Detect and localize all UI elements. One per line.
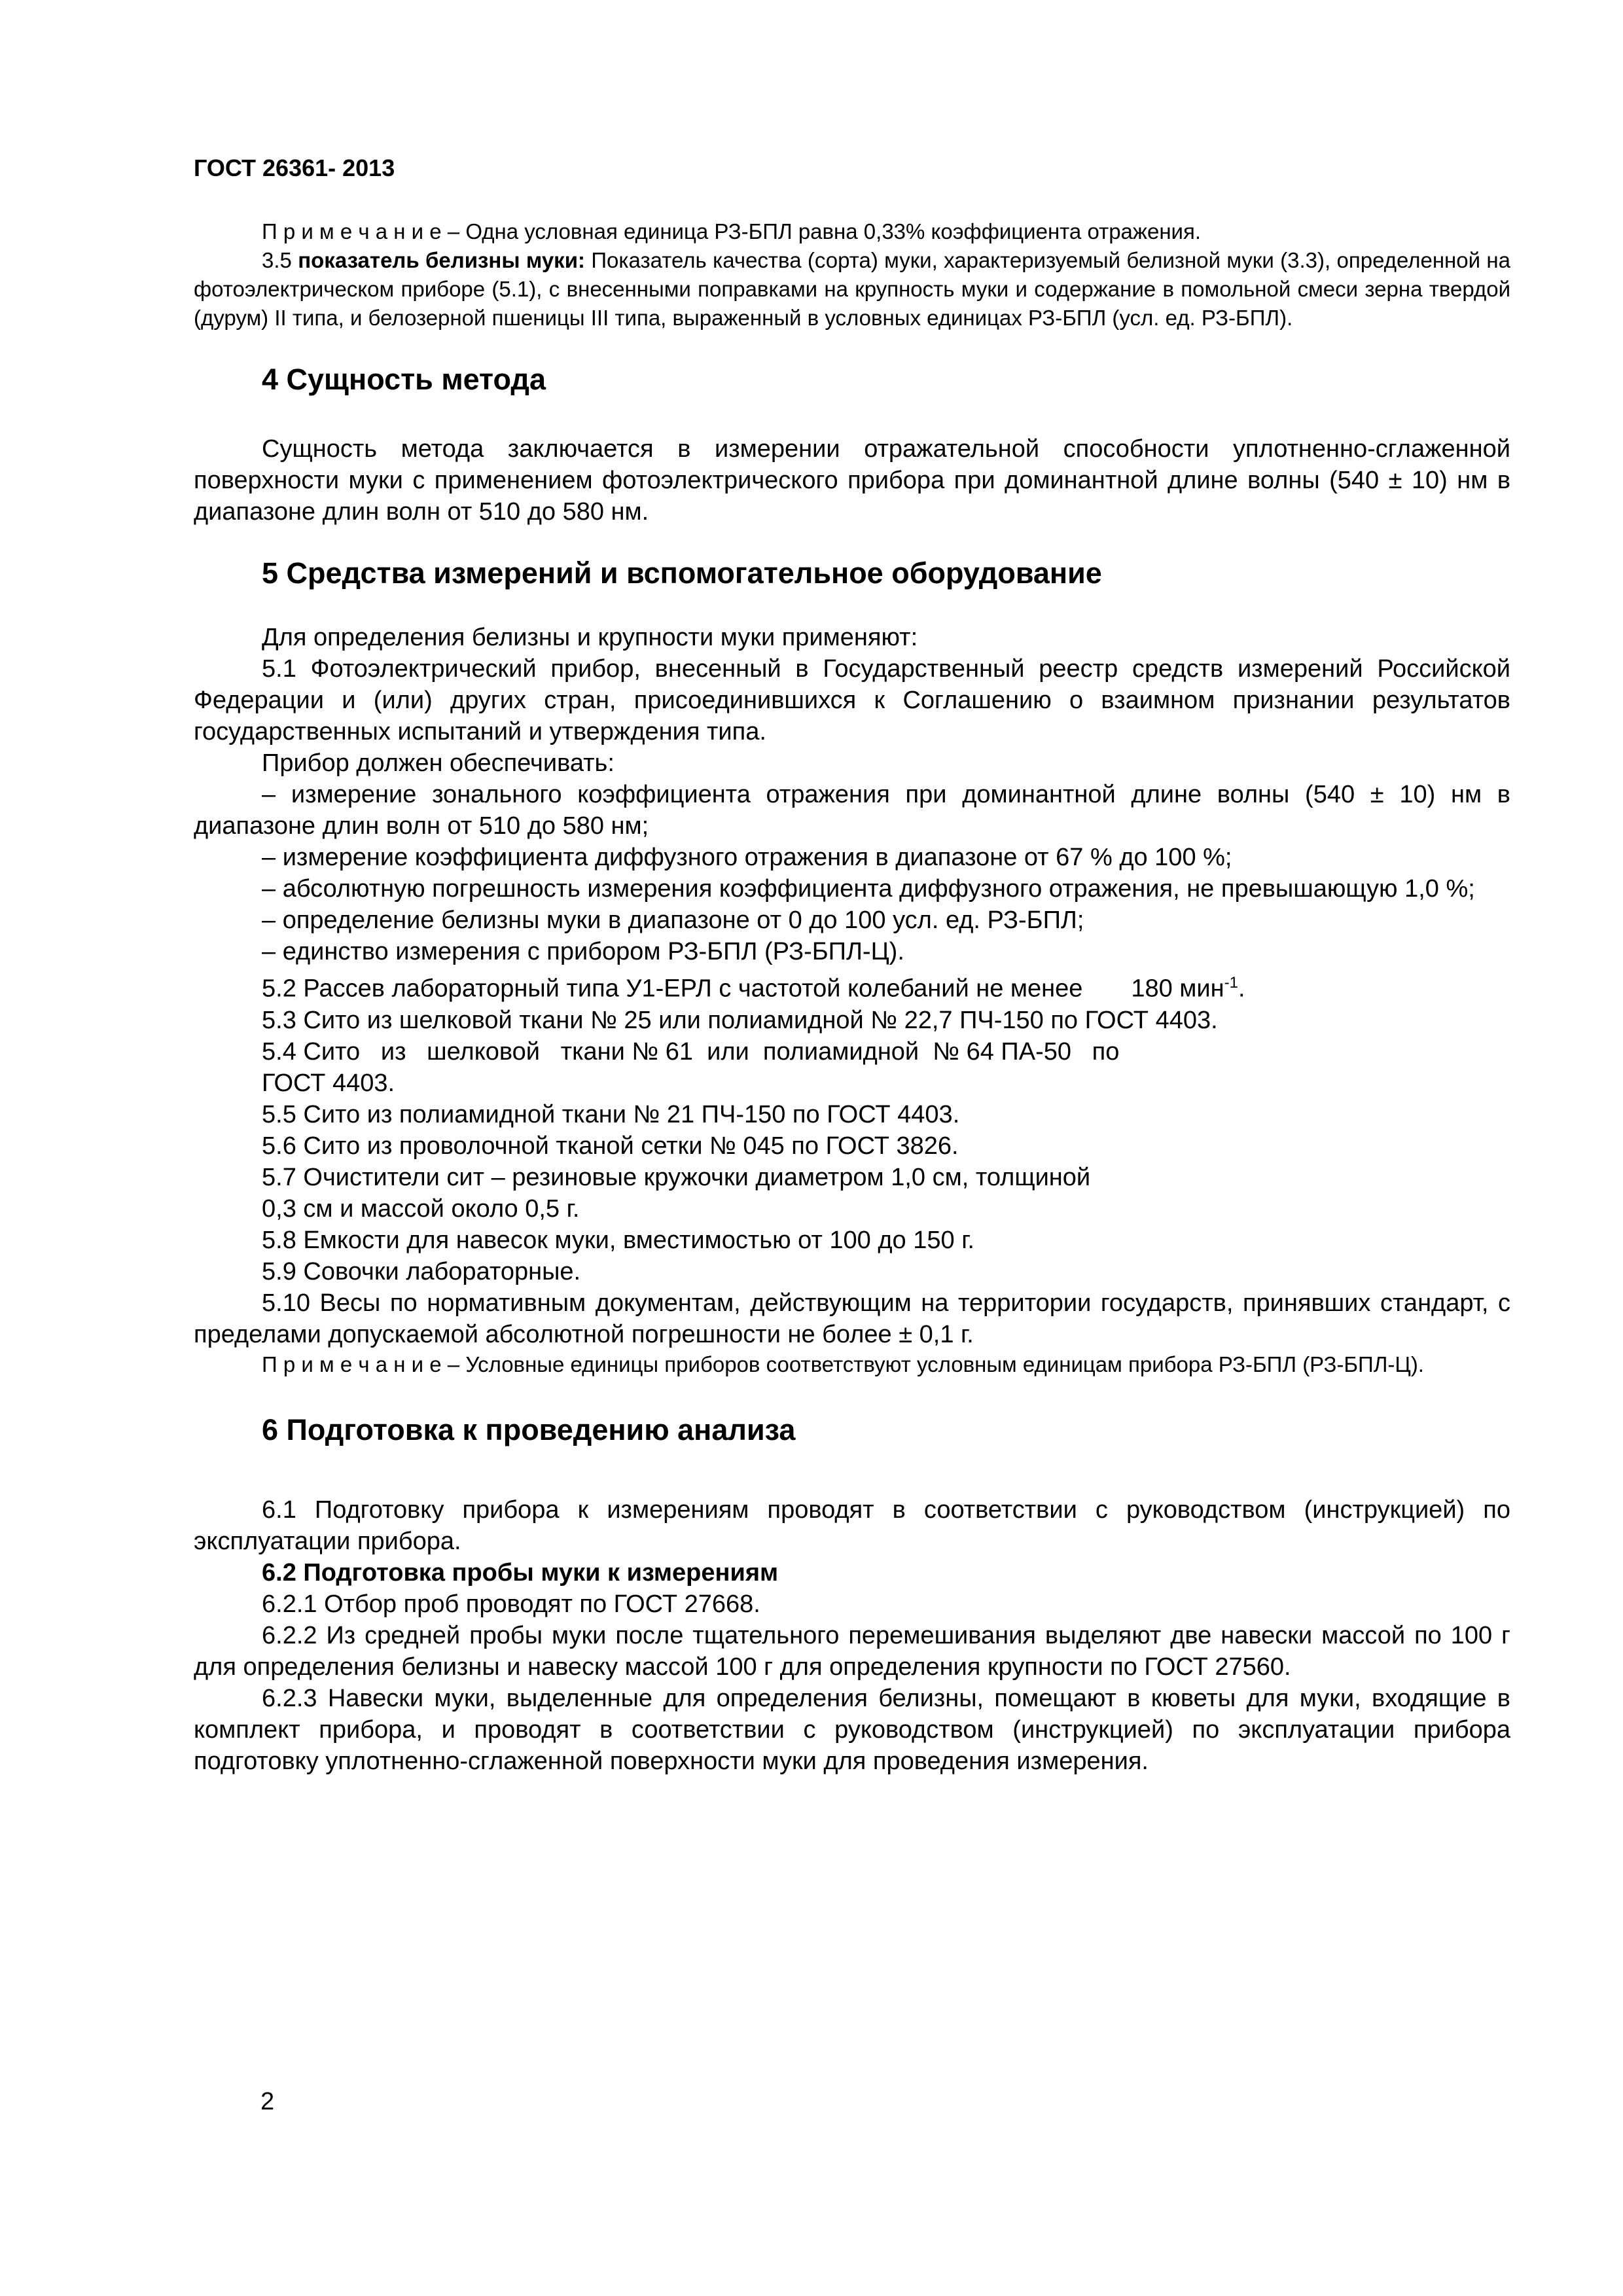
paragraph-text: Показатель качества (сорта) муки, характеризуемый белизной муки (3.3), определенной на фотоэлектрическом приборе (5.1), с внесенными поправками на крупность муки и содержание в помольной смеси зерна твердой (дурум) II типа, и белозерной пшеницы III типа, выраженный в условных единицах РЗ-БПЛ (усл. ед. РЗ-БПЛ). xyxy=(194,248,1510,330)
section-4-text: Сущность метода заключается в измерении отражательной способности уплотненно-сглаженной поверхности муки с применением фотоэлектрического прибора при доминантной длине волны (540 ± 10) нм в диапазоне длин волн от 510 до 580 нм. xyxy=(194,435,1510,526)
paragraph-3-5 xyxy=(194,246,1510,332)
note-label: П р и м е ч а н и е xyxy=(262,219,442,243)
paragraph-5-4: 5.4 Сито из шелковой ткани № 61 или полиамидной № 64 ПА-50 по xyxy=(262,1037,1120,1066)
section-4-heading: 4 Сущность метода xyxy=(262,363,546,396)
requirement-item: – единство измерения с прибором РЗ-БПЛ (РЗ-БПЛ-Ц). xyxy=(262,938,904,965)
section-5-heading: 5 Средства измерений и вспомогательное оборудование xyxy=(262,556,1102,590)
paragraph-5-2 xyxy=(194,967,1510,1005)
paragraph-5-7: 5.7 Очистители сит – резиновые кружочки диаметром 1,0 см, толщиной xyxy=(262,1163,1091,1191)
paragraph-6-2-1: 6.2.1 Отбор проб проводят по ГОСТ 27668. xyxy=(262,1590,760,1618)
note-text: – Одна условная единица РЗ-БПЛ равна 0,33% коэффициента отражения. xyxy=(441,219,1202,243)
paragraph-5-9: 5.9 Совочки лабораторные. xyxy=(262,1257,581,1285)
paragraph-5-1: 5.1 Фотоэлектрический прибор, внесенный в Государственный реестр средств измерений Российской Федерации и (или) других стран, присоединившихся к Соглашению о взаимном признании результатов государственных испытаний и утверждения типа. xyxy=(194,655,1510,745)
note-section-5 xyxy=(194,1350,1510,1379)
section-6-heading: 6 Подготовка к проведению анализа xyxy=(262,1412,796,1446)
paragraph-text: 5.2 Рассев лабораторный типа У1-ЕРЛ с частотой колебаний не менее 180 мин xyxy=(262,975,1224,1003)
requirement-item: – абсолютную погрешность измерения коэффициента диффузного отражения, не превышающую 1,0 %; xyxy=(262,875,1475,903)
requirement-item: – измерение зонального коэффициента отражения при доминантной длине волны (540 ± 10) нм в диапазоне длин волн от 510 до 580 нм; xyxy=(194,781,1510,840)
paragraph-end: . xyxy=(1238,975,1245,1003)
superscript: -1 xyxy=(1224,974,1238,992)
paragraph-5-3: 5.3 Сито из шелковой ткани № 25 или полиамидной № 22,7 ПЧ-150 по ГОСТ 4403. xyxy=(262,1006,1218,1034)
document-body xyxy=(194,217,1510,1777)
paragraph-5-5: 5.5 Сито из полиамидной ткани № 21 ПЧ-150 по ГОСТ 4403. xyxy=(262,1100,960,1128)
requirement-item: – измерение коэффициента диффузного отражения в диапазоне от 67 % до 100 %; xyxy=(262,844,1232,871)
paragraph-5-8: 5.8 Емкости для навесок муки, вместимостью от 100 до 150 г. xyxy=(262,1226,974,1254)
paragraph-5-10: 5.10 Весы по нормативным документам, действующим на территории государств, принявших стандарт, с пределами допускаемой абсолютной погрешности не более ± 0,1 г. xyxy=(194,1289,1510,1348)
note-label: П р и м е ч а н и е xyxy=(262,1352,442,1376)
note-text: – Условные единицы приборов соответствуют условным единицам прибора РЗ-БПЛ (РЗ-БПЛ-Ц). xyxy=(441,1352,1424,1376)
subsection-6-2-heading: 6.2 Подготовка пробы муки к измерениям xyxy=(262,1558,779,1587)
paragraph-6-2-3: 6.2.3 Навески муки, выделенные для определения белизны, помещают в кюветы для муки, входящие в комплект прибора, и проводят в соответствии с руководством (инструкцией) по эксплуатации прибора подготовку уплотненно-сглаженной поверхности муки для проведения измерения. xyxy=(194,1684,1510,1775)
requirements-lead: Прибор должен обеспечивать: xyxy=(262,749,615,777)
paragraph-5-6: 5.6 Сито из проволочной тканой сетки № 045 по ГОСТ 3826. xyxy=(262,1132,959,1160)
paragraph-5-4-cont: ГОСТ 4403. xyxy=(262,1069,395,1097)
paragraph-6-1: 6.1 Подготовку прибора к измерениям проводят в соответствии с руководством (инструкцией) по эксплуатации прибора. xyxy=(194,1496,1510,1555)
section-5-intro: Для определения белизны и крупности муки применяют: xyxy=(262,624,918,651)
page-number: 2 xyxy=(260,2088,275,2115)
note-section-3 xyxy=(194,217,1510,246)
requirement-item: – определение белизны муки в диапазоне от 0 до 100 усл. ед. РЗ-БПЛ; xyxy=(262,906,1084,934)
term-definition: показатель белизны муки: xyxy=(298,248,585,272)
paragraph-number: 3.5 xyxy=(262,248,298,272)
document-header: ГОСТ 26361- 2013 xyxy=(194,154,395,181)
paragraph-5-7-cont: 0,3 см и массой около 0,5 г. xyxy=(262,1194,580,1223)
paragraph-6-2-2: 6.2.2 Из средней пробы муки после тщательного перемешивания выделяют две навески массой по 100 г для определения белизны и навеску массой 100 г для определения крупности по ГОСТ 27560. xyxy=(194,1621,1510,1681)
